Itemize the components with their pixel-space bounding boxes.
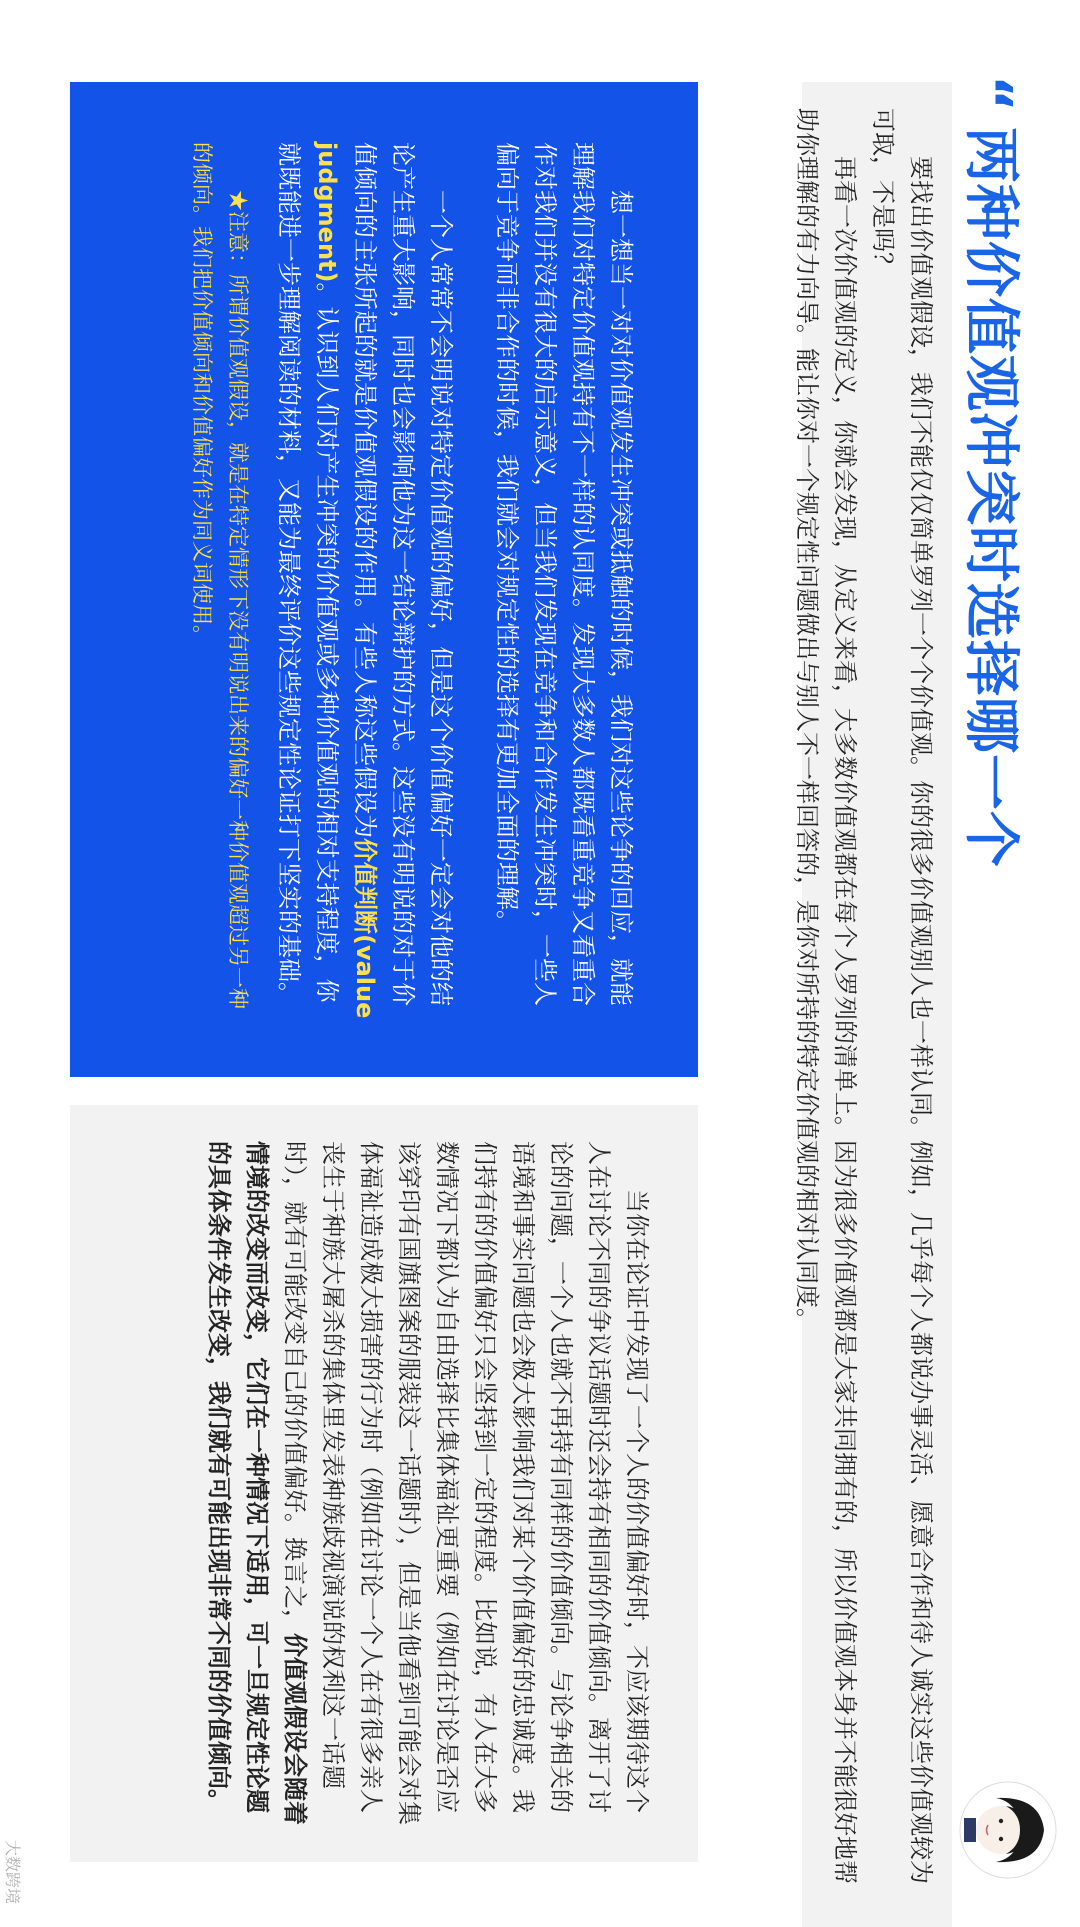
avatar	[958, 1780, 1058, 1880]
blue-paragraph-2-start: 一个人常常不会明说对特定价值观的偏好，但是这个价值偏好一定会对他的结论产生重大影响，同时也会影响他为这一结论辩护的方式。这些没有明说的对于价值倾向的主张所起的就是价值观假设的作用。有些人称这些假设为	[351, 142, 455, 1006]
intro-panel	[793, 82, 952, 1927]
blue-paragraph-1: 想一想当一对对价值观发生冲突或抵触的时候，我们对这些论争的回应，就能理解我们对特定价值观持有不一样的认同度。发现大多数人都既看重竞争又看重合作对我们并没有很大的启示意义，但当我们发现在竞争和合作发生冲突时，一些人偏向于竞争而非合作的时候，我们就会对规定性的选择有更加全面的理解。	[493, 142, 635, 1006]
star-icon: ★	[226, 190, 250, 211]
watermark: 大数跨境	[3, 1840, 22, 1905]
right-paragraph-bold: 价值观假设会随着情境的改变而改变，它们在一种情况下适用，可一旦规定性论题的具体条件发生改变，我们就有可能出现非常不同的价值倾向。	[205, 1141, 309, 1825]
quote-mark-icon: “	[958, 75, 1023, 113]
right-panel	[70, 1105, 698, 1862]
blue-paragraph-2-end: 。认识到人们对产生冲突的价值观或多种价值观的相对支持程度，你就既能进一步理解阅读的材料，又能为最终评价这些规定性论证打下坚实的基础。	[275, 142, 341, 1006]
blue-paragraph-2	[270, 142, 460, 1021]
title-text: 两种价值观冲突时选择哪一个	[958, 126, 1023, 868]
blue-panel	[70, 82, 698, 1077]
intro-paragraph-2: 再看一次价值观的定义，你就会发现，从定义来看，大多数价值观都在每个人罗列的清单上。因为很多价值观都是大家共同拥有的，所以价值观本身并不能很好地帮助你理解的有力向导。能让你对一个规定性问题做出与别人不一样回答的，是你对所持的特定价值观的相对认同度。	[793, 108, 859, 1884]
note	[184, 142, 256, 1021]
note-text: 所谓价值观假设，就是在特定情形下没有明说出来的偏好一种价值观超过另一种的倾向。我们把价值倾向和价值偏好作为同义词使用。	[190, 142, 250, 1009]
right-paragraph-text: 当你在论证中发现了一个人的价值偏好时，不应该期待这个人在讨论不同的争议话题时还会持有相同的价值倾向。离开了讨论的问题，一个人也就不再持有同样的价值倾向。与论争相关的语境和事实问题也会极大影响我们对某个价值偏好的忠诚度。我们持有的价值偏好只会坚持到一定的程度。比如说，有人在大多数情况下都认为自由选择比集体福祉更重要（例如在讨论是否应该穿印有国旗图案的服装这一话题时），但是当他看到可能会对集体福祉造成极大损害的行为时（例如在讨论一个人在有很多亲人丧生于种族大屠杀的集体里发表种族歧视演说的权利这一话题时），就有可能改变自己的价值偏好。换言之，	[281, 1141, 651, 1825]
page-title	[955, 75, 1035, 868]
intro-paragraph-1: 要找出价值观假设，我们不能仅仅简单罗列一个个价值观。你的很多价值观别人也一样认同。例如，几乎每个人都说办事灵活、愿意合作和待人诚实这些价值观较为可取，不是吗？	[869, 108, 935, 1884]
value-judgment-highlight: 价值判断(value judgment)	[313, 142, 379, 1019]
right-paragraph	[200, 1141, 656, 1826]
note-label: 注意：	[226, 211, 250, 274]
